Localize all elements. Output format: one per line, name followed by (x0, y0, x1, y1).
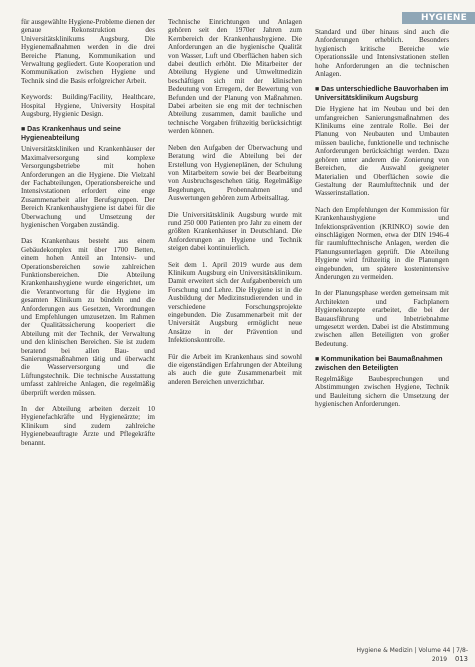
paragraph: Universitätskliniken und Krankenhäuser der Maximalversorgung sind komplexe Versorgungsbetriebe mit hohen Anforderungen an die Hygiene. Die Vielzahl der Fachabteilungen, Operationsbereiche und Intensivstationen erfordert eine enge Zusammenarbeit aller Berufsgruppen. Der Bereich Krankenhaushygiene ist dabei für die Überwachung und Umsetzung der hygienischen Vorgaben zuständig. (21, 145, 155, 229)
page-footer (356, 647, 468, 663)
paragraph: für ausgewählte Hygiene-Probleme dienen der genaue Rekonstruktion des Universitätsklinikums Augsburg. Die Hygienemaßnahmen werden in die drei Bereiche Planung, Kommunikation und Verwaltung gegliedert. Gute Kooperation und Kommunikation zwischen Hygiene und Technik sind die Basis erfolgreicher Arbeit. (21, 18, 155, 85)
paragraph: Nach den Empfehlungen der Kommission für Krankenhaushygiene und Infektionsprävention (KRINKO) sowie den einschlägigen Normen, etwa der DIN 1946-4 für raumlufttechnische Anlagen, werden die Planungsunterlagen geprüft. Die Abteilung Hygiene wird frühzeitig in die Planungen eingebunden, um spätere kostenintensive Änderungen zu vermeiden. (315, 205, 449, 281)
text-column-1 (21, 18, 155, 637)
page-number: 013 (455, 655, 468, 663)
paragraph: In der Planungsphase werden gemeinsam mit Architekten und Fachplanern Hygienekonzepte erarbeitet, die bei der Bauausführung und Inbetriebnahme umgesetzt werden. Dabei ist die Abstimmung zwischen allen Beteiligten von großer Bedeutung. (315, 289, 449, 348)
journal-citation: Hygiene & Medizin | Volume 44 | 7/8-2019 (356, 647, 468, 663)
paragraph: Regelmäßige Baubesprechungen und Abstimmungen zwischen Hygiene, Technik und Bauleitung sichern die Umsetzung der hygienischen Anforderungen. (315, 375, 449, 409)
section-heading: ■ Das Krankenhaus und seine Hygieneabteilung (21, 126, 121, 142)
paragraph: In der Abteilung arbeiten derzeit 10 Hygienefachkräfte und Hygieneärzte; im Klinikum sind zudem zahlreiche Hygienebeauftragte Ärzte und Pflegekräfte benannt. (21, 405, 155, 447)
text-column-3 (315, 28, 449, 637)
paragraph: Die Hygiene hat im Neubau und bei den umfangreichen Sanierungsmaßnahmen des Klinikums eine zentrale Rolle. Bei der Planung von Neubauten und Umbauten müssen bauliche, funktionelle und technische Anforderungen berücksichtigt werden. Dazu gehören unter anderem die Zonierung von Bereichen, die Auswahl geeigneter Materialien und Oberflächen sowie die Gestaltung der Raumlufttechnik und der Wasserinstallation. (315, 105, 449, 198)
paragraph: Neben den Aufgaben der Überwachung und Beratung wird die Abteilung bei der Erstellung von Hygieneplänen, der Schulung von Mitarbeitern sowie bei der Bearbeitung von Ausbruchsgeschehen tätig. Regelmäßige Begehungen, Probennahmen und Auswertungen gehören zum Arbeitsalltag. (168, 143, 302, 203)
paragraph: Die Universitätsklinik Augsburg wurde mit rund 250 000 Patienten pro Jahr zu einem der größten Krankenhäuser in Deutschland. Die Anforderungen an Hygiene und Technik steigen dabei kontinuierlich. (168, 210, 302, 253)
paragraph: Seit dem 1. April 2019 wurde aus dem Klinikum Augsburg ein Universitätsklinikum. Damit erweitert sich der Aufgabenbereich um Forschung und Lehre. Die Hygiene ist in die Ausbildung der Medizinstudierenden und in verschiedene Forschungsprojekte eingebunden. Die Zusammenarbeit mit der Universität Augsburg ermöglicht neue Ansätze in der Prävention und Infektionskontrolle. (168, 260, 302, 345)
section-heading: ■ Kommunikation bei Baumaßnahmen zwischen den Beteiligten (315, 356, 443, 372)
paragraph: Standard und über hinaus sind auch die Anforderungen erheblich. Besonders hygienisch kritische Bereiche wie Operationssäle und Intensivstationen stellen hohe Anforderungen an die technischen Anlagen. (315, 28, 449, 79)
section-heading: ■ Das unterschiedliche Bauvorhaben im Universitätsklinikum Augsburg (315, 86, 449, 102)
paragraph: Für die Arbeit im Krankenhaus sind sowohl die eigenständigen Erfahrungen der Abteilung als auch die gute Zusammenarbeit mit anderen Bereichen unverzichtbar. (168, 352, 302, 386)
keywords-paragraph: Keywords: Building/Facility, Healthcare, Hospital Hygiene, University Hospital Augsburg, Hygienic Design. (21, 93, 155, 119)
section-label: HYGIENE (420, 13, 467, 23)
paragraph: Technische Einrichtungen und Anlagen gehören seit den 1970er Jahren zum Kernbereich der Krankenhaushygiene. Die Anforderungen an die hygienische Qualität von Wasser, Luft und Oberflächen haben sich dabei deutlich erhöht. Die Mitarbeiter der Abteilung Hygiene und Umweltmedizin beschäftigen sich mit der klinischen Bedeutung von Erregern, der Bewertung von Befunden und der Planung von Maßnahmen. Dabei arbeiten sie eng mit der technischen Abteilung zusammen, damit bauliche und technische Vorgaben frühzeitig berücksichtigt werden können. (168, 18, 302, 136)
paragraph: Das Krankenhaus besteht aus einem Gebäudekomplex mit über 1700 Betten, einem hohen Anteil an Intensiv- und Operationsbereichen sowie zahlreichen Funktionsbereichen. Die Abteilung Krankenhaushygiene wurde eingerichtet, um die Verantwortung für die Hygiene im gesamten Klinikum zu bündeln und die Anforderungen aus Gesetzen, Verordnungen und Empfehlungen umzusetzen. Im Rahmen der Qualitätssicherung kooperiert die Abteilung mit der Technik, der Verwaltung und den klinischen Bereichen. Sie ist zudem beratend bei allen Bau- und Sanierungsmaßnahmen tätig und überwacht die Wasserversorgung und die Lüftungstechnik. Die technische Ausstattung umfasst zahlreiche Anlagen, die regelmäßig überprüft werden müssen. (21, 237, 155, 397)
text-column-2 (168, 18, 302, 637)
